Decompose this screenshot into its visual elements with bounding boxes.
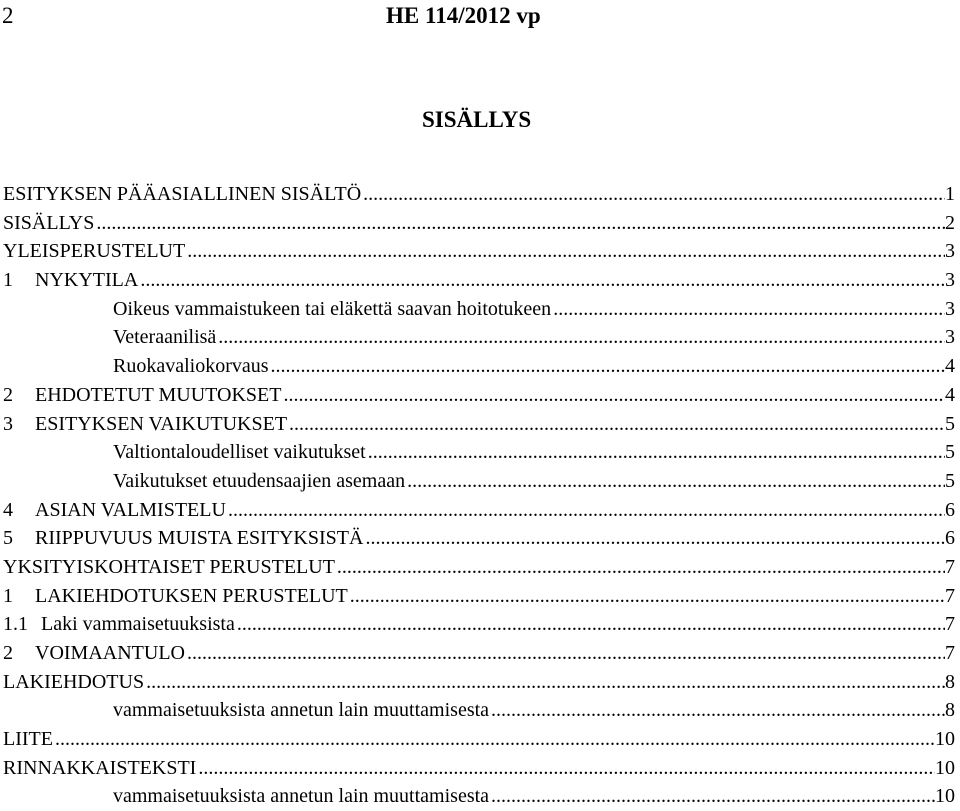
leader-dots	[405, 467, 945, 496]
toc-entry[interactable]	[3, 323, 955, 352]
toc-entry-page: 8	[945, 699, 955, 722]
toc-entry[interactable]	[3, 295, 955, 324]
toc-entry-text: Vaikutukset etuudensaajien asemaan	[113, 469, 406, 492]
leader-dots	[144, 668, 945, 697]
toc-entry-text: Oikeus vammaistukeen tai eläkettä saavan hoitotukeen	[113, 297, 552, 320]
toc-entry[interactable]	[3, 668, 955, 697]
leader-dots	[216, 323, 945, 352]
toc-entry-text: RIIPPUVUUS MUISTA ESITYKSISTÄ	[35, 527, 364, 550]
toc-entry-page: 6	[945, 527, 955, 550]
leader-dots	[551, 295, 945, 324]
toc-entry[interactable]	[3, 410, 955, 439]
leader-dots	[53, 725, 935, 754]
toc-entry[interactable]	[3, 266, 955, 295]
toc-entry[interactable]	[3, 467, 955, 496]
toc-entry-number: 5	[3, 527, 13, 550]
toc-entry-page: 5	[945, 441, 955, 464]
toc-entry[interactable]	[3, 381, 955, 410]
toc-entry[interactable]	[3, 496, 955, 525]
toc-entry-text: vammaisetuuksista annetun lain muuttamisesta	[113, 785, 490, 808]
page-number: 2	[2, 3, 14, 28]
toc-entry-text: RINNAKKAISTEKSTI	[3, 756, 197, 779]
toc-entry[interactable]	[3, 352, 955, 381]
toc-entry[interactable]	[3, 610, 955, 639]
toc-entry[interactable]	[3, 582, 955, 611]
toc-entry[interactable]	[3, 209, 955, 238]
toc-entry[interactable]	[3, 725, 955, 754]
toc-entry-text: SISÄLLYS	[3, 211, 95, 234]
toc-entry[interactable]	[3, 438, 955, 467]
toc-entry-text: EHDOTETUT MUUTOKSET	[35, 383, 282, 406]
leader-dots	[489, 782, 935, 811]
toc-entry-page: 7	[945, 555, 955, 578]
leader-dots	[366, 438, 945, 467]
toc-entry-page: 3	[945, 297, 955, 320]
toc-entry-page: 5	[945, 412, 955, 435]
toc-entry-page: 4	[945, 355, 955, 378]
leader-dots	[361, 180, 945, 209]
toc-entry-number: 2	[3, 642, 13, 664]
leader-dots	[94, 209, 945, 238]
toc-entry-page: 3	[945, 269, 955, 292]
toc-entry-text: Veteraanilisä	[113, 326, 217, 349]
toc-entry[interactable]	[3, 524, 955, 553]
toc-entry-text: ESITYKSEN VAIKUTUKSET	[35, 412, 288, 435]
toc-entry-text: Laki vammaisetuuksista	[41, 613, 235, 636]
toc-entry[interactable]	[3, 180, 955, 209]
toc-entry-text: LAKIEHDOTUS	[3, 670, 145, 693]
toc-entry-page: 7	[945, 584, 955, 607]
toc-entry[interactable]	[3, 696, 955, 725]
toc-entry-page: 1	[945, 183, 955, 205]
document-id: HE 114/2012 vp	[386, 3, 541, 28]
toc-entry-text: ESITYKSEN PÄÄASIALLINEN SISÄLTÖ	[3, 183, 362, 205]
toc-entry-number: 4	[3, 498, 13, 521]
toc-entry-text: ASIAN VALMISTELU	[35, 498, 226, 521]
leader-dots	[287, 410, 945, 439]
leader-dots	[281, 381, 945, 410]
toc-entry-text: YLEISPERUSTELUT	[3, 240, 186, 263]
leader-dots	[335, 553, 945, 582]
toc-entry-page: 7	[945, 613, 955, 636]
toc-entry-number: 1.1	[3, 613, 28, 636]
leader-dots	[489, 696, 945, 725]
leader-dots	[363, 524, 945, 553]
leader-dots	[348, 582, 945, 611]
leader-dots	[196, 754, 935, 783]
toc-entry-text: Ruokavaliokorvaus	[113, 355, 269, 378]
toc-entry-text: VOIMAANTULO	[35, 642, 185, 664]
toc-entry-page: 6	[945, 498, 955, 521]
toc-entry-page: 3	[945, 240, 955, 263]
leader-dots	[226, 496, 945, 525]
toc-entry-page: 10	[935, 756, 955, 779]
toc-entry-number: 1	[3, 584, 13, 607]
toc-entry-page: 4	[945, 383, 955, 406]
toc-entry-text: LAKIEHDOTUKSEN PERUSTELUT	[35, 584, 348, 607]
toc-entry-page: 10	[935, 785, 955, 808]
toc-entry-text: LIITE	[3, 728, 53, 751]
toc-entry-number: 3	[3, 412, 13, 435]
toc-entry-page: 10	[935, 728, 955, 751]
toc-entry-text: YKSITYISKOHTAISET PERUSTELUT	[3, 555, 335, 578]
toc-entry-text: vammaisetuuksista annetun lain muuttamisesta	[113, 699, 490, 722]
leader-dots	[185, 237, 945, 266]
leader-dots	[235, 610, 945, 639]
toc-entry-page: 7	[945, 642, 955, 664]
toc-entry[interactable]	[3, 237, 955, 266]
toc-entry-number: 2	[3, 383, 13, 406]
leader-dots	[269, 352, 945, 381]
table-of-contents	[3, 180, 955, 811]
toc-entry-page: 8	[945, 670, 955, 693]
toc-entry-text: NYKYTILA	[35, 269, 139, 292]
toc-entry-page: 2	[945, 211, 955, 234]
toc-entry-page: 3	[945, 326, 955, 349]
toc-entry[interactable]	[3, 553, 955, 582]
leader-dots	[138, 266, 945, 295]
toc-entry-number: 1	[3, 269, 13, 292]
toc-entry[interactable]	[3, 782, 955, 811]
toc-title: SISÄLLYS	[422, 107, 532, 132]
toc-entry-text: Valtiontaloudelliset vaikutukset	[113, 441, 366, 464]
toc-entry[interactable]	[3, 754, 955, 783]
leader-dots	[185, 639, 945, 668]
toc-entry-page: 5	[945, 469, 955, 492]
toc-entry[interactable]	[3, 639, 955, 668]
